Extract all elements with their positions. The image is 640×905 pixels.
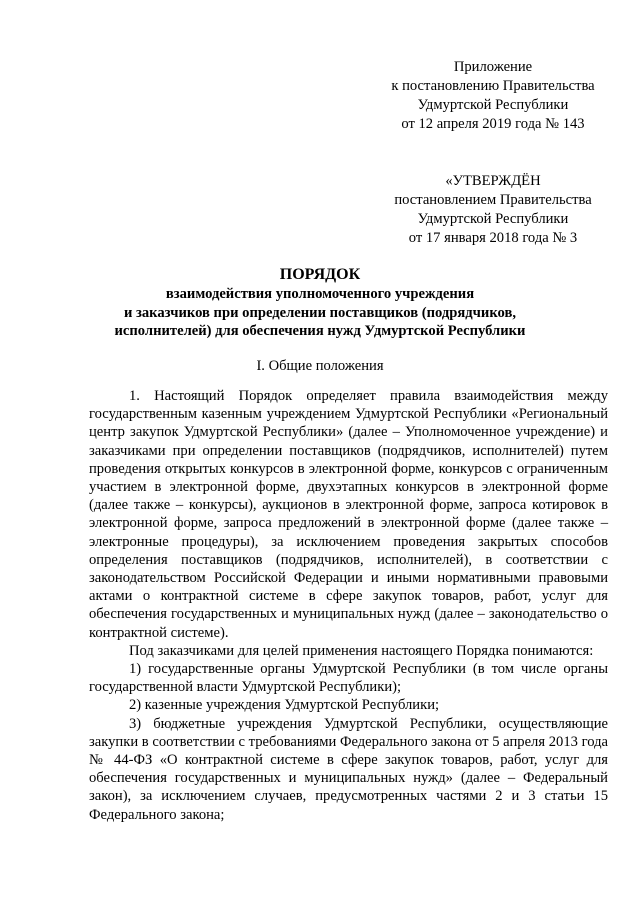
- section-heading: I. Общие положения: [256, 358, 384, 374]
- document-title: [40, 265, 600, 341]
- approved-line: постановлением Правительства: [394, 192, 592, 208]
- appendix-line: от 12 апреля 2019 года № 143: [401, 116, 585, 132]
- appendix-line: Приложение: [453, 59, 533, 75]
- approval-stamp-text: [378, 172, 608, 248]
- paragraph: 2) казенные учреждения Удмуртской Республики;: [129, 697, 440, 714]
- title-sub-line: и заказчиков при определении поставщиков (подрядчиков,: [123, 304, 517, 321]
- paragraph: 3) бюджетные учреждения Удмуртской Республики, осуществляющие закупки в соответствии с требованиями Федерального закона от 5 апреля 2013 года № 44-ФЗ «О контрактной системе в сфере закупок товаров, работ, услуг для обеспечения государственных и муниципальных нужд» (далее – Федеральный закон), за исключением случаев, предусмотренных частями 2 и 3 статьи 15 Федерального закона;: [89, 715, 608, 823]
- paragraph: 1) государственные органы Удмуртской Республики (в том числе органы государственной власти Удмуртской Республики);: [89, 661, 608, 696]
- paragraph: 1. Настоящий Порядок определяет правила взаимодействия между государственным казенным учреждением Удмуртской Республики «Региональный центр закупок Удмуртской Республики» (далее – Уполномоченное учреждение) и заказчиками при определении поставщиков (подрядчиков, исполнителей) путем проведения открытых конкурсов в электронной форме, конкурсов с ограниченным участием в электронной форме, двухэтапных конкурсов в электронной форме (далее также – конкурсы), аукционов в электронной форме, запроса котировок в электронной форме, запроса предложений в электронной форме (далее также – электронные процедуры), за исключением проведения закрытых способов определения поставщиков (подрядчиков, исполнителей), в соответствии с законодательством Российской Федерации и иными нормативными правовыми актами о контрактной системе в сфере закупок товаров, работ, услуг для обеспечения государственных и муниципальных нужд (далее – законодательство о контрактной системе).: [89, 388, 608, 641]
- appendix-line: к постановлению Правительства: [391, 78, 595, 94]
- document-body: [89, 387, 608, 824]
- title-sub-line: взаимодействия уполномоченного учреждения: [165, 286, 475, 302]
- appendix-header: [378, 58, 608, 134]
- approved-line: от 17 января 2018 года № 3: [408, 230, 578, 246]
- paragraph: Под заказчиками для целей применения настоящего Порядка понимаются:: [129, 642, 594, 659]
- approved-line: «УТВЕРЖДЁН: [445, 173, 541, 189]
- approved-line: Удмуртской Республики: [417, 211, 569, 227]
- title-sub-line: исполнителей) для обеспечения нужд Удмуртской Республики: [114, 323, 526, 339]
- title-main: ПОРЯДОК: [279, 266, 361, 283]
- appendix-line: Удмуртской Республики: [417, 97, 569, 113]
